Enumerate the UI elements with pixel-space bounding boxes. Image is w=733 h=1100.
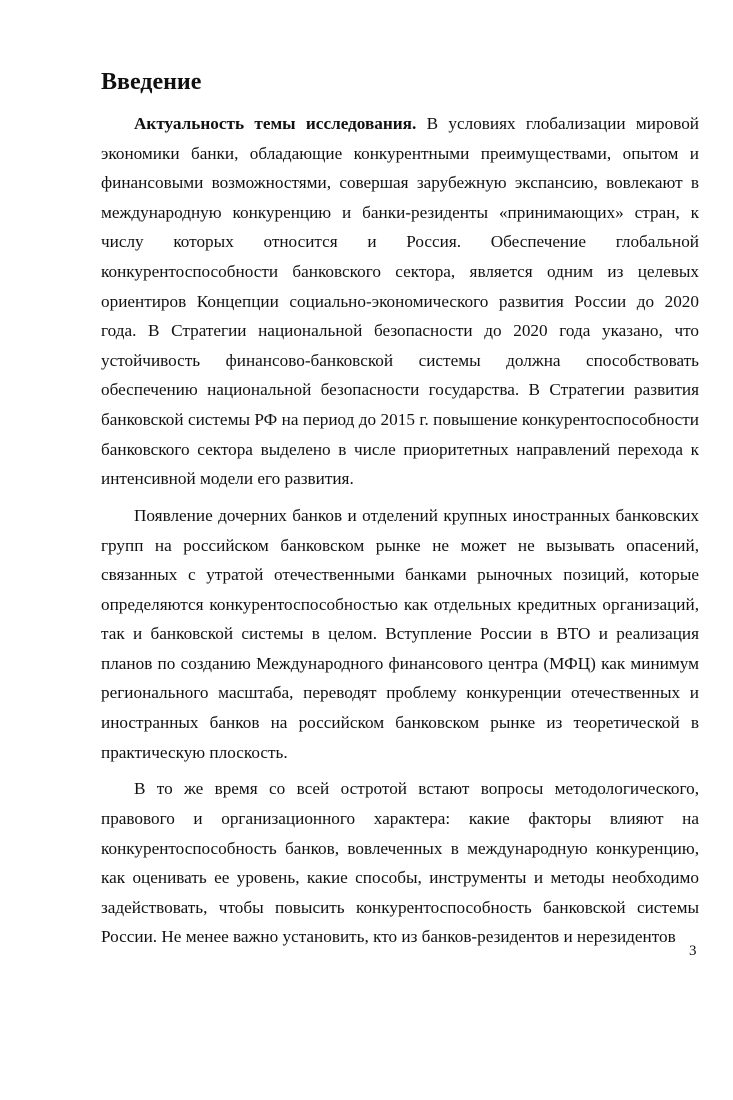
- paragraph-relevance: [101, 109, 699, 494]
- paragraph-text: В то же время со всей остротой встают вопросы методологического, правового и организационного характера: какие факторы влияют на конкурентоспособность банков, вовлеченных в международную конкуренцию, как оценивать ее уровень, какие способы, инструменты и методы необходимо задействовать, чтобы повысить конкурентоспособность банковской системы России. Не менее важно установить, кто из банков-резидентов и нерезидентов: [101, 779, 699, 947]
- page-number: 3: [689, 943, 697, 959]
- paragraph-lead: Актуальность темы исследования.: [134, 114, 417, 133]
- paragraph-foreign-banks: [101, 501, 699, 767]
- paragraph-text: Появление дочерних банков и отделений крупных иностранных банковских групп на российском банковском рынке не может не вызывать опасений, связанных с утратой отечественными банками рыночных позиций, которые определяются конкурентоспособностью как отдельных кредитных организаций, так и банковской системы в целом. Вступление России в ВТО и реализация планов по созданию Международного финансового центра (МФЦ) как минимум регионального масштаба, переводят проблему конкуренции отечественных и иностранных банков на российском банковском рынке из теоретической в практическую плоскость.: [101, 505, 699, 762]
- paragraph-questions: [101, 774, 699, 952]
- paragraph-text: В условиях глобализации мировой экономики банки, обладающие конкурентными преимуществами, опытом и финансовыми возможностями, совершая зарубежную экспансию, вовлекают в международную конкуренцию и банки-резиденты «принимающих» стран, к числу которых относится и Россия. Обеспечение глобальной конкурентоспособности банковского сектора, является одним из целевых ориентиров Концепции социально-экономического развития России до 2020 года. В Стратегии национальной безопасности до 2020 года указано, что устойчивость финансово-банковской системы должна способствовать обеспечению национальной безопасности государства. В Стратегии развития банковской системы РФ на период до 2015 г. повышение конкурентоспособности банковского сектора выделено в числе приоритетных направлений перехода к интенсивной модели его развития.: [101, 114, 699, 489]
- section-heading: Введение: [101, 69, 202, 95]
- body-text: [101, 109, 699, 959]
